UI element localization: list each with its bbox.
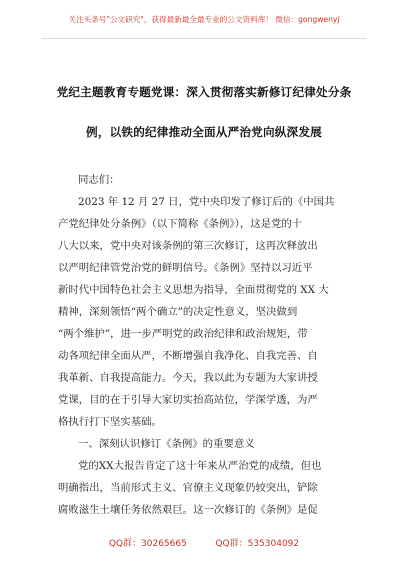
header-divider	[42, 38, 366, 39]
body-line: 精神，深刻领悟“两个确立”的决定性意义，坚决做到	[58, 306, 298, 318]
body-line: “两个维护”，进一步严明党的政治纪律和政治规矩，带	[58, 328, 308, 340]
body-line: 2023 年 12 月 27 日，党中央印发了修订后的《中国共	[78, 196, 335, 208]
body-line: 格执行打下坚实基础。	[58, 416, 162, 428]
body-line: 党的XX大报告肯定了这十年来从严治党的成绩，但也	[78, 460, 322, 472]
document-title-line-1: 党纪主题教育专题党课：深入贯彻落实新修订纪律处分条	[56, 85, 352, 99]
document-title-line-2: 例，以铁的纪律推动全面从严治党向纵深发展	[86, 125, 322, 139]
body-line: 以严明纪律管党治党的鲜明信号。《条例》坚持以习近平	[58, 262, 313, 274]
body-line: 动各项纪律全面从严，不断增强自我净化、自我完善、自	[58, 350, 318, 362]
body-line: 党课，目的在于引导大家切实抬高站位，学深学透，为严	[58, 394, 318, 406]
body-line: 八大以来，党中央对该条例的第三次修订，这再次释放出	[58, 240, 318, 252]
salutation: 同志们：	[78, 174, 120, 186]
header-notice: 关注头条号"公文研究"，获得最新最全最专业的公文资料库！ 微信：gongwenyj	[68, 15, 340, 24]
body-line: 产党纪律处分条例》（以下简称《条例》），这是党的十	[58, 218, 303, 230]
body-line: 我革新、自我提高能力。今天，我以此为专题为大家讲授	[58, 372, 318, 384]
body-line: 新时代中国特色社会主义思想为指导，全面贯彻党的 XX 大	[58, 284, 329, 296]
footer-contact: QQ群：30265665 QQ群：535304092	[108, 539, 300, 549]
body-line: 腐败滋生土壤任务依然艰巨。这一次修订的《条例》是促	[58, 504, 318, 516]
body-line: 明确指出，当前形式主义、官僚主义现象仍较突出，铲除	[58, 482, 318, 494]
section-heading: 一、深刻认识修订《条例》的重要意义	[78, 438, 255, 450]
